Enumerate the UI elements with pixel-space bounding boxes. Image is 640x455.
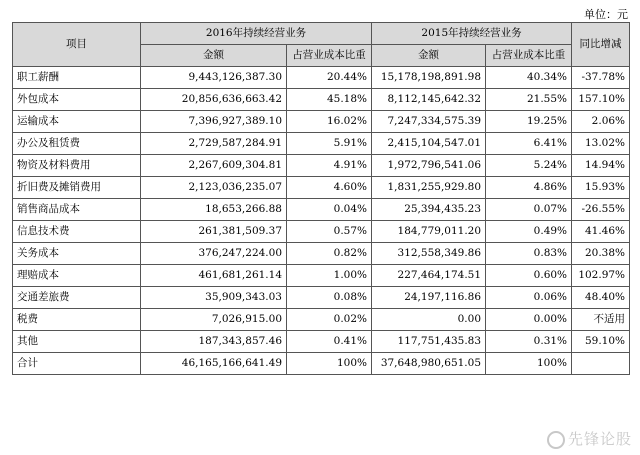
cell-ratio-2015: 0.83% bbox=[486, 243, 572, 265]
unit-label: 单位：元 bbox=[584, 8, 628, 21]
table-row bbox=[13, 353, 630, 375]
cell-ratio-2016: 0.41% bbox=[287, 331, 372, 353]
table-row bbox=[13, 287, 630, 309]
cell-ratio-2015: 40.34% bbox=[486, 67, 572, 89]
watermark-logo-icon bbox=[547, 431, 565, 449]
cell-ratio-2016: 5.91% bbox=[287, 133, 372, 155]
table-row bbox=[13, 133, 630, 155]
cell-amount-2016: 2,729,587,284.91 bbox=[141, 133, 287, 155]
cell-amount-2015: 25,394,435.23 bbox=[372, 199, 486, 221]
cell-ratio-2015: 5.24% bbox=[486, 155, 572, 177]
cell-row-name: 物资及材料费用 bbox=[13, 155, 141, 177]
cell-yoy-change: 41.46% bbox=[572, 221, 630, 243]
cell-amount-2015: 227,464,174.51 bbox=[372, 265, 486, 287]
cell-yoy-change: 157.10% bbox=[572, 89, 630, 111]
header-ratio-2016: 占营业成本比重 bbox=[287, 45, 372, 67]
cell-amount-2016: 46,165,166,641.49 bbox=[141, 353, 287, 375]
cell-ratio-2015: 0.31% bbox=[486, 331, 572, 353]
cell-ratio-2016: 16.02% bbox=[287, 111, 372, 133]
cell-yoy-change: 20.38% bbox=[572, 243, 630, 265]
cell-ratio-2016: 4.91% bbox=[287, 155, 372, 177]
table-header bbox=[13, 23, 630, 67]
table-row bbox=[13, 243, 630, 265]
cell-ratio-2015: 19.25% bbox=[486, 111, 572, 133]
cell-row-name: 销售商品成本 bbox=[13, 199, 141, 221]
cell-row-name: 办公及租赁费 bbox=[13, 133, 141, 155]
table-row bbox=[13, 199, 630, 221]
cell-yoy-change: 不适用 bbox=[572, 309, 630, 331]
cell-yoy-change: 15.93% bbox=[572, 177, 630, 199]
cell-amount-2015: 2,415,104,547.01 bbox=[372, 133, 486, 155]
cell-ratio-2015: 21.55% bbox=[486, 89, 572, 111]
watermark-text: 先锋论股 bbox=[567, 430, 632, 448]
cell-ratio-2016: 0.02% bbox=[287, 309, 372, 331]
cell-amount-2015: 1,831,255,929.80 bbox=[372, 177, 486, 199]
cell-amount-2015: 24,197,116.86 bbox=[372, 287, 486, 309]
cost-table bbox=[12, 22, 630, 375]
cell-amount-2015: 1,972,796,541.06 bbox=[372, 155, 486, 177]
cell-amount-2015: 37,648,980,651.05 bbox=[372, 353, 486, 375]
header-item: 项目 bbox=[13, 23, 141, 67]
table-row bbox=[13, 221, 630, 243]
cell-amount-2016: 187,343,857.46 bbox=[141, 331, 287, 353]
cell-yoy-change: -37.78% bbox=[572, 67, 630, 89]
cell-yoy-change: 14.94% bbox=[572, 155, 630, 177]
cell-ratio-2015: 0.49% bbox=[486, 221, 572, 243]
table-row bbox=[13, 177, 630, 199]
header-amount-2015: 金额 bbox=[372, 45, 486, 67]
table-row bbox=[13, 155, 630, 177]
cell-amount-2016: 7,026,915.00 bbox=[141, 309, 287, 331]
cell-amount-2015: 15,178,198,891.98 bbox=[372, 67, 486, 89]
cell-amount-2015: 7,247,334,575.39 bbox=[372, 111, 486, 133]
cell-yoy-change: -26.55% bbox=[572, 199, 630, 221]
cell-amount-2016: 20,856,636,663.42 bbox=[141, 89, 287, 111]
table-body bbox=[13, 67, 630, 375]
cell-amount-2016: 18,653,266.88 bbox=[141, 199, 287, 221]
cell-ratio-2015: 0.06% bbox=[486, 287, 572, 309]
table-row bbox=[13, 89, 630, 111]
cell-ratio-2016: 1.00% bbox=[287, 265, 372, 287]
cell-yoy-change: 2.06% bbox=[572, 111, 630, 133]
cell-yoy-change: 13.02% bbox=[572, 133, 630, 155]
header-yoy: 同比增减 bbox=[572, 23, 630, 67]
table-row bbox=[13, 67, 630, 89]
cell-ratio-2015: 4.86% bbox=[486, 177, 572, 199]
cell-yoy-change: 102.97% bbox=[572, 265, 630, 287]
cell-row-name: 交通差旅费 bbox=[13, 287, 141, 309]
cell-yoy-change bbox=[572, 353, 630, 375]
cell-row-name: 职工薪酬 bbox=[13, 67, 141, 89]
cell-amount-2015: 312,558,349.86 bbox=[372, 243, 486, 265]
cell-amount-2016: 261,381,509.37 bbox=[141, 221, 287, 243]
cell-ratio-2016: 20.44% bbox=[287, 67, 372, 89]
cell-row-name: 理赔成本 bbox=[13, 265, 141, 287]
table-row bbox=[13, 111, 630, 133]
cell-ratio-2016: 0.82% bbox=[287, 243, 372, 265]
header-2015: 2015年持续经营业务 bbox=[372, 23, 572, 45]
cell-amount-2015: 184,779,011.20 bbox=[372, 221, 486, 243]
cell-ratio-2015: 6.41% bbox=[486, 133, 572, 155]
table-row bbox=[13, 331, 630, 353]
table-row bbox=[13, 309, 630, 331]
cell-ratio-2016: 0.04% bbox=[287, 199, 372, 221]
cell-ratio-2016: 0.08% bbox=[287, 287, 372, 309]
cell-ratio-2015: 0.00% bbox=[486, 309, 572, 331]
cell-yoy-change: 48.40% bbox=[572, 287, 630, 309]
cell-row-name: 税费 bbox=[13, 309, 141, 331]
cell-ratio-2016: 0.57% bbox=[287, 221, 372, 243]
cell-ratio-2016: 45.18% bbox=[287, 89, 372, 111]
cell-amount-2015: 0.00 bbox=[372, 309, 486, 331]
table-row bbox=[13, 265, 630, 287]
cell-row-name: 其他 bbox=[13, 331, 141, 353]
header-ratio-2015: 占营业成本比重 bbox=[486, 45, 572, 67]
cell-ratio-2015: 0.60% bbox=[486, 265, 572, 287]
cell-amount-2016: 2,123,036,235.07 bbox=[141, 177, 287, 199]
watermark bbox=[547, 428, 632, 449]
header-amount-2016: 金额 bbox=[141, 45, 287, 67]
cell-yoy-change: 59.10% bbox=[572, 331, 630, 353]
cell-amount-2016: 461,681,261.14 bbox=[141, 265, 287, 287]
cell-amount-2016: 9,443,126,387.30 bbox=[141, 67, 287, 89]
cell-ratio-2016: 4.60% bbox=[287, 177, 372, 199]
cell-amount-2016: 7,396,927,389.10 bbox=[141, 111, 287, 133]
cell-amount-2015: 8,112,145,642.32 bbox=[372, 89, 486, 111]
cell-ratio-2015: 100% bbox=[486, 353, 572, 375]
cell-amount-2016: 35,909,343.03 bbox=[141, 287, 287, 309]
header-2016: 2016年持续经营业务 bbox=[141, 23, 372, 45]
cell-row-name: 折旧费及摊销费用 bbox=[13, 177, 141, 199]
cell-amount-2016: 2,267,609,304.81 bbox=[141, 155, 287, 177]
cell-amount-2015: 117,751,435.83 bbox=[372, 331, 486, 353]
cell-ratio-2016: 100% bbox=[287, 353, 372, 375]
cell-row-name: 关务成本 bbox=[13, 243, 141, 265]
cell-amount-2016: 376,247,224.00 bbox=[141, 243, 287, 265]
cell-ratio-2015: 0.07% bbox=[486, 199, 572, 221]
cell-row-name: 合计 bbox=[13, 353, 141, 375]
cell-row-name: 运输成本 bbox=[13, 111, 141, 133]
cell-row-name: 外包成本 bbox=[13, 89, 141, 111]
cell-row-name: 信息技术费 bbox=[13, 221, 141, 243]
